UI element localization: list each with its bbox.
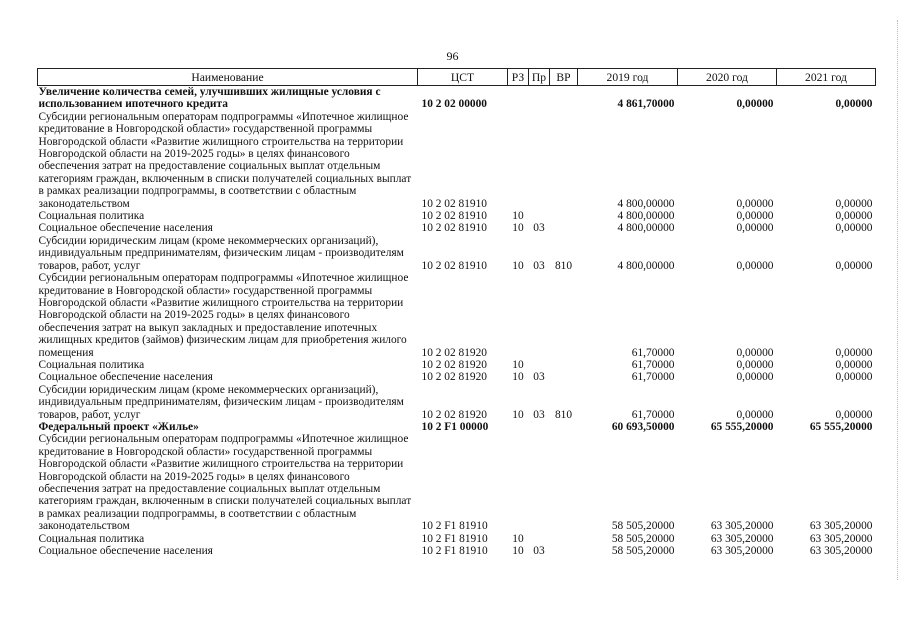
table-row bbox=[38, 371, 876, 383]
cell-y2019: 61,70000 bbox=[631, 358, 675, 371]
cell-vr bbox=[550, 359, 578, 371]
cell-y2019: 4 800,00000 bbox=[617, 259, 675, 272]
cell-cst: 10 2 F1 81910 bbox=[421, 545, 488, 558]
cell-y2020: 0,00000 bbox=[736, 358, 774, 371]
cell-y2021: 0,00000 bbox=[835, 346, 873, 359]
cell-y2020: 65 555,20000 bbox=[710, 420, 774, 433]
cell-rz: 10 bbox=[512, 408, 524, 421]
cell-rz: 10 bbox=[512, 532, 524, 545]
cell-rz: 10 bbox=[512, 545, 524, 558]
cell-y2020: 0,00000 bbox=[736, 210, 774, 223]
cell-name: Увеличение количества семей, улучшивших жилищные условия с использованием ипотечного кредита bbox=[38, 86, 381, 111]
header-rz: РЗ bbox=[508, 69, 529, 86]
table-row bbox=[38, 222, 876, 234]
cell-y2019: 61,70000 bbox=[631, 346, 675, 359]
table-row bbox=[38, 421, 876, 433]
cell-rz bbox=[508, 421, 529, 433]
header-pr: Пр bbox=[529, 69, 550, 86]
scan-edge-mark bbox=[897, 20, 900, 580]
header-name: Наименование bbox=[38, 69, 418, 86]
cell-y2020: 0,00000 bbox=[736, 197, 774, 210]
cell-vr bbox=[550, 533, 578, 545]
cell-y2020: 0,00000 bbox=[736, 371, 774, 384]
header-vr: ВР bbox=[550, 69, 578, 86]
table-row bbox=[38, 545, 876, 557]
cell-rz bbox=[508, 433, 529, 532]
cell-name: Субсидии юридическим лицам (кроме некоммерческих организаций), индивидуальным предпринимателям, физическим лицам - производителям товаров, работ, услуг bbox=[38, 234, 404, 272]
cell-y2019: 61,70000 bbox=[631, 408, 675, 421]
table-row bbox=[38, 359, 876, 371]
cell-vr bbox=[550, 86, 578, 111]
cell-y2021: 0,00000 bbox=[835, 210, 873, 223]
cell-pr: 03 bbox=[533, 408, 545, 421]
cell-rz: 10 bbox=[512, 358, 524, 371]
table-header-row bbox=[38, 69, 876, 86]
cell-y2020: 0,00000 bbox=[736, 408, 774, 421]
cell-rz: 10 bbox=[512, 222, 524, 235]
cell-cst: 10 2 02 81920 bbox=[421, 371, 487, 384]
cell-y2019: 58 505,20000 bbox=[611, 545, 675, 558]
table-row bbox=[38, 210, 876, 222]
cell-pr: 03 bbox=[533, 222, 545, 235]
cell-vr bbox=[550, 111, 578, 210]
cell-y2019: 61,70000 bbox=[631, 371, 675, 384]
cell-y2021: 65 555,20000 bbox=[809, 420, 873, 433]
cell-name: Социальное обеспечение населения bbox=[38, 222, 213, 235]
cell-y2019: 4 800,00000 bbox=[617, 210, 675, 223]
cell-vr bbox=[550, 421, 578, 433]
cell-pr bbox=[529, 111, 550, 210]
cell-pr: 03 bbox=[533, 259, 545, 272]
cell-cst: 10 2 02 81910 bbox=[421, 222, 487, 235]
budget-table bbox=[37, 68, 876, 557]
cell-rz bbox=[508, 272, 529, 359]
cell-name: Федеральный проект «Жилье» bbox=[38, 420, 199, 433]
table-body bbox=[38, 86, 876, 558]
header-cst: ЦСТ bbox=[418, 69, 508, 86]
cell-pr bbox=[529, 359, 550, 371]
cell-pr: 03 bbox=[533, 545, 545, 558]
table-row bbox=[38, 235, 876, 272]
cell-y2020: 63 305,20000 bbox=[710, 532, 774, 545]
cell-name: Социальное обеспечение населения bbox=[38, 545, 213, 558]
page-number: 96 bbox=[446, 49, 459, 63]
cell-y2021: 63 305,20000 bbox=[809, 520, 873, 533]
cell-vr bbox=[550, 210, 578, 222]
cell-cst: 10 2 02 81920 bbox=[421, 346, 487, 359]
cell-y2020: 63 305,20000 bbox=[710, 545, 774, 558]
cell-vr bbox=[550, 371, 578, 383]
cell-y2019: 4 800,00000 bbox=[617, 197, 675, 210]
cell-y2019: 58 505,20000 bbox=[611, 532, 675, 545]
cell-pr bbox=[529, 210, 550, 222]
cell-pr bbox=[529, 533, 550, 545]
cell-cst: 10 2 F1 81910 bbox=[421, 520, 488, 533]
cell-cst: 10 2 02 81910 bbox=[421, 197, 487, 210]
cell-cst: 10 2 02 81920 bbox=[421, 358, 487, 371]
cell-cst: 10 2 02 81920 bbox=[421, 408, 487, 421]
cell-y2021: 63 305,20000 bbox=[809, 545, 873, 558]
cell-y2019: 60 693,50000 bbox=[611, 420, 675, 433]
cell-y2019: 58 505,20000 bbox=[611, 520, 675, 533]
table-row bbox=[38, 86, 876, 111]
cell-vr bbox=[550, 433, 578, 532]
cell-name: Социальная политика bbox=[38, 532, 145, 545]
cell-name: Субсидии региональным операторам подпрограммы «Ипотечное жилищное кредитование в Новгородской области» государственной программы Новгородской области «Развитие жилищного строительства на территории Новгородской области на 2019-2025 годы» в целях финансового обеспечения затрат на предоставление социальных выплат отдельным категориям граждан, включенным в списки получателей социальных выплат в рамках реализации подпрограммы, в соответствии с областным законодательством bbox=[38, 110, 412, 210]
cell-rz: 10 bbox=[512, 371, 524, 384]
cell-rz bbox=[508, 111, 529, 210]
cell-name: Социальное обеспечение населения bbox=[38, 371, 213, 384]
cell-y2021: 0,00000 bbox=[835, 408, 873, 421]
cell-vr: 810 bbox=[554, 408, 573, 421]
cell-name: Субсидии юридическим лицам (кроме некоммерческих организаций), индивидуальным предпринимателям, физическим лицам - производителям товаров, работ, услуг bbox=[38, 383, 404, 421]
cell-y2019: 4 861,70000 bbox=[617, 98, 675, 111]
table-row bbox=[38, 533, 876, 545]
table-row bbox=[38, 384, 876, 421]
cell-y2020: 0,00000 bbox=[736, 259, 774, 272]
cell-pr bbox=[529, 421, 550, 433]
table-row bbox=[38, 272, 876, 359]
cell-y2021: 0,00000 bbox=[835, 371, 873, 384]
cell-name: Социальная политика bbox=[38, 358, 145, 371]
cell-cst: 10 2 F1 81910 bbox=[421, 532, 488, 545]
cell-y2021: 0,00000 bbox=[835, 197, 873, 210]
cell-rz: 10 bbox=[512, 259, 524, 272]
cell-name: Субсидии региональным операторам подпрограммы «Ипотечное жилищное кредитование в Новгородской области» государственной программы Новгородской области «Развитие жилищного строительства на территории Новгородской области на 2019-2025 годы» в целях финансового обеспечения затрат на предоставление социальных выплат отдельным категориям граждан, включенным в списки получателей социальных выплат в рамках реализации подпрограммы, в соответствии с областным законодательством bbox=[38, 433, 412, 533]
cell-y2020: 0,00000 bbox=[736, 222, 774, 235]
cell-y2020: 63 305,20000 bbox=[710, 520, 774, 533]
cell-pr: 03 bbox=[533, 371, 545, 384]
cell-cst: 10 2 02 81910 bbox=[421, 259, 487, 272]
cell-vr bbox=[550, 272, 578, 359]
cell-y2021: 63 305,20000 bbox=[809, 532, 873, 545]
cell-pr bbox=[529, 272, 550, 359]
cell-cst: 10 2 F1 00000 bbox=[421, 420, 489, 433]
cell-name: Субсидии региональным операторам подпрограммы «Ипотечное жилищное кредитование в Новгородской области» государственной программы Новгородской области «Развитие жилищного строительства на территории Новгородской области на 2019-2025 годы» в целях финансового обеспечения затрат на выкуп закладных и предоставление ипотечных жилищных кредитов (займов) физическим лицам для приобретения жилого помещения bbox=[38, 272, 409, 359]
cell-vr bbox=[550, 222, 578, 234]
cell-pr bbox=[529, 433, 550, 532]
cell-y2020: 0,00000 bbox=[736, 98, 774, 111]
cell-y2021: 0,00000 bbox=[835, 358, 873, 371]
cell-y2021: 0,00000 bbox=[835, 259, 873, 272]
table-row bbox=[38, 433, 876, 532]
cell-vr bbox=[550, 545, 578, 557]
cell-y2019: 4 800,00000 bbox=[617, 222, 675, 235]
header-2021: 2021 год bbox=[777, 69, 876, 86]
cell-cst: 10 2 02 00000 bbox=[421, 98, 487, 111]
cell-y2020: 0,00000 bbox=[736, 346, 774, 359]
cell-pr bbox=[529, 86, 550, 111]
header-2019: 2019 год bbox=[578, 69, 678, 86]
header-2020: 2020 год bbox=[678, 69, 777, 86]
cell-rz bbox=[508, 86, 529, 111]
table-row bbox=[38, 111, 876, 210]
cell-vr: 810 bbox=[554, 259, 573, 272]
cell-y2021: 0,00000 bbox=[835, 222, 873, 235]
cell-y2021: 0,00000 bbox=[835, 98, 873, 111]
cell-rz: 10 bbox=[512, 210, 524, 223]
cell-name: Социальная политика bbox=[38, 210, 145, 223]
cell-cst: 10 2 02 81910 bbox=[421, 210, 487, 223]
